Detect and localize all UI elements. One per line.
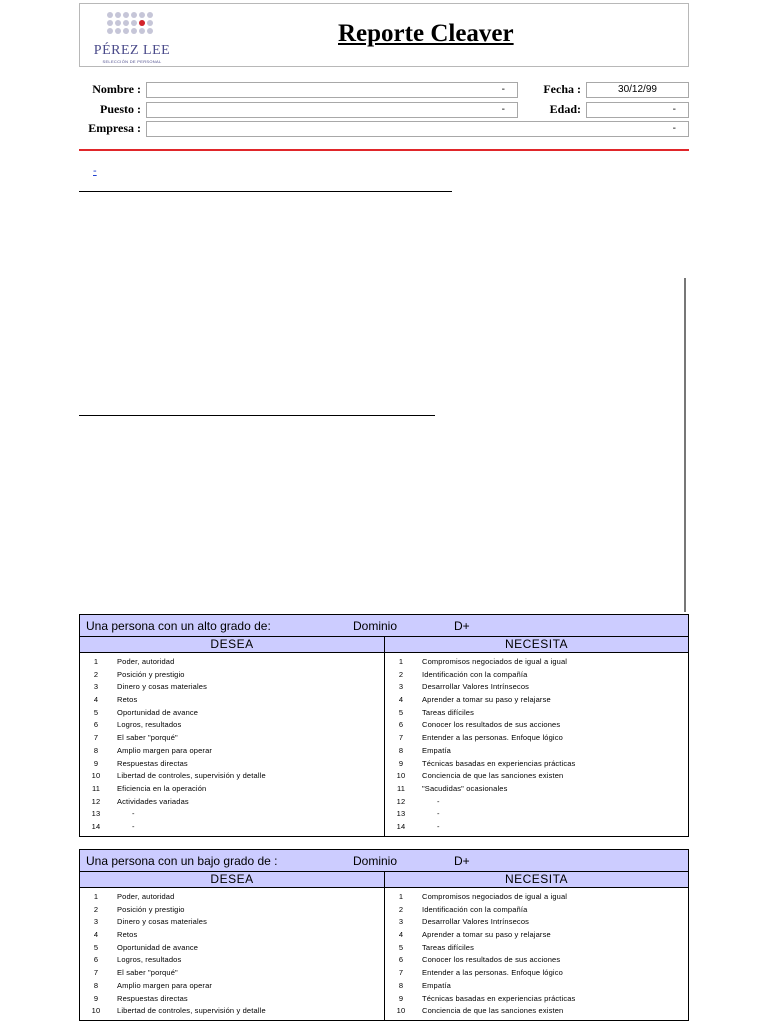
header-divider bbox=[79, 149, 689, 151]
profile-link[interactable]: - bbox=[93, 165, 97, 177]
list-item: 6 Conocer los resultados de sus acciones bbox=[398, 720, 561, 730]
list-item: 1 Poder, autoridad bbox=[93, 892, 175, 901]
list-item: 14 - bbox=[396, 821, 440, 831]
list-item: 9 Respuestas directas bbox=[93, 758, 188, 768]
list-item: 13 - bbox=[396, 809, 440, 819]
table-code: D+ bbox=[454, 854, 470, 868]
list-item: 8 Amplio margen para operar bbox=[93, 980, 213, 990]
table-code: D+ bbox=[454, 619, 470, 633]
table-title: Una persona con un bajo grado de : bbox=[86, 854, 278, 868]
necesita-column bbox=[384, 637, 688, 836]
list-item: 9 Técnicas basadas en experiencias prácticas bbox=[398, 993, 576, 1003]
list-item: 5 Tareas difíciles bbox=[398, 942, 475, 952]
puesto-field[interactable]: - bbox=[146, 102, 518, 118]
list-item: 1 Compromisos negociados de igual a igual bbox=[398, 892, 568, 901]
list-item: 13 - bbox=[91, 809, 135, 819]
list-item: 10 Conciencia de que las sanciones existen bbox=[396, 1006, 564, 1016]
page-title: Reporte Cleaver bbox=[338, 20, 514, 47]
table-factor: Dominio bbox=[353, 619, 398, 633]
list-item: 4 Aprender a tomar su paso y relajarse bbox=[398, 695, 551, 705]
necesita-header: NECESITA bbox=[385, 872, 688, 888]
puesto-label: Puesto : bbox=[100, 102, 141, 116]
list-item: 2 Identificación con la compañía bbox=[398, 904, 528, 914]
list-item: 2 Identificación con la compañía bbox=[398, 669, 528, 679]
list-item: 2 Posición y prestigio bbox=[93, 669, 185, 679]
empresa-field[interactable]: - bbox=[146, 121, 689, 137]
logo-dots-icon bbox=[90, 10, 174, 42]
logo-tagline: SELECCIÓN DE PERSONAL bbox=[102, 59, 162, 64]
nombre-field[interactable]: - bbox=[146, 82, 518, 98]
list-item: 3 Dinero y cosas materiales bbox=[93, 682, 208, 692]
list-item: 5 Oportunidad de avance bbox=[93, 707, 199, 717]
list-item: 6 Logros, resultados bbox=[93, 955, 182, 965]
list-item: 10 Libertad de controles, supervisión y detalle bbox=[91, 1006, 266, 1016]
list-item: 7 El saber "porqué" bbox=[93, 968, 178, 978]
vertical-scroll-line bbox=[684, 278, 686, 612]
list-item: 10 Libertad de controles, supervisión y detalle bbox=[91, 771, 266, 781]
empresa-label: Empresa : bbox=[88, 121, 141, 135]
list-item: 3 Desarrollar Valores Intrínsecos bbox=[398, 917, 530, 927]
list-item: 6 Logros, resultados bbox=[93, 720, 182, 730]
logo-name: PÉREZ LEE bbox=[93, 43, 171, 58]
list-item: 4 Aprender a tomar su paso y relajarse bbox=[398, 930, 551, 940]
table-title-bar bbox=[80, 850, 688, 872]
list-item: 8 Empatía bbox=[398, 980, 451, 990]
list-item: 8 Amplio margen para operar bbox=[93, 745, 213, 755]
list-item: 7 Entender a las personas. Enfoque lógico bbox=[398, 968, 563, 978]
list-item: 2 Posición y prestigio bbox=[93, 904, 185, 914]
table-title-bar bbox=[80, 615, 688, 637]
company-logo bbox=[90, 10, 174, 64]
necesita-column bbox=[384, 872, 688, 1020]
list-item: 10 Conciencia de que las sanciones existen bbox=[396, 771, 564, 781]
list-item: 11 "Sacudidas" ocasionales bbox=[396, 783, 508, 793]
table-title: Una persona con un alto grado de: bbox=[86, 619, 271, 633]
list-item: 12 - bbox=[396, 796, 440, 806]
fecha-field[interactable]: 30/12/99 bbox=[586, 82, 689, 98]
nombre-label: Nombre : bbox=[92, 82, 141, 96]
low-degree-table bbox=[79, 849, 689, 1021]
necesita-header: NECESITA bbox=[385, 637, 688, 653]
list-item: 14 - bbox=[91, 821, 135, 831]
edad-label: Edad: bbox=[549, 102, 581, 116]
list-item: 1 Compromisos negociados de igual a igual bbox=[398, 657, 568, 666]
list-item: 4 Retos bbox=[93, 930, 138, 940]
list-item: 9 Respuestas directas bbox=[93, 993, 188, 1003]
list-item: 7 Entender a las personas. Enfoque lógico bbox=[398, 733, 563, 743]
list-item: 8 Empatía bbox=[398, 745, 451, 755]
report-header bbox=[79, 3, 689, 67]
desea-column bbox=[80, 872, 384, 1020]
desea-column bbox=[80, 637, 384, 836]
edad-field[interactable]: - bbox=[586, 102, 689, 118]
desea-header: DESEA bbox=[80, 637, 384, 653]
fecha-label: Fecha : bbox=[543, 82, 581, 96]
section-rule-2 bbox=[79, 415, 435, 416]
list-item: 3 Dinero y cosas materiales bbox=[93, 917, 208, 927]
list-item: 7 El saber "porqué" bbox=[93, 733, 178, 743]
list-item: 4 Retos bbox=[93, 695, 138, 705]
list-item: 1 Poder, autoridad bbox=[93, 657, 175, 666]
table-factor: Dominio bbox=[353, 854, 398, 868]
list-item: 6 Conocer los resultados de sus acciones bbox=[398, 955, 561, 965]
section-rule-1 bbox=[79, 191, 452, 192]
list-item: 5 Tareas difíciles bbox=[398, 707, 475, 717]
high-degree-table bbox=[79, 614, 689, 837]
list-item: 11 Eficiencia en la operación bbox=[91, 783, 207, 793]
desea-header: DESEA bbox=[80, 872, 384, 888]
list-item: 9 Técnicas basadas en experiencias prácticas bbox=[398, 758, 576, 768]
list-item: 3 Desarrollar Valores Intrínsecos bbox=[398, 682, 530, 692]
list-item: 12 Actividades variadas bbox=[91, 796, 189, 806]
list-item: 5 Oportunidad de avance bbox=[93, 942, 199, 952]
